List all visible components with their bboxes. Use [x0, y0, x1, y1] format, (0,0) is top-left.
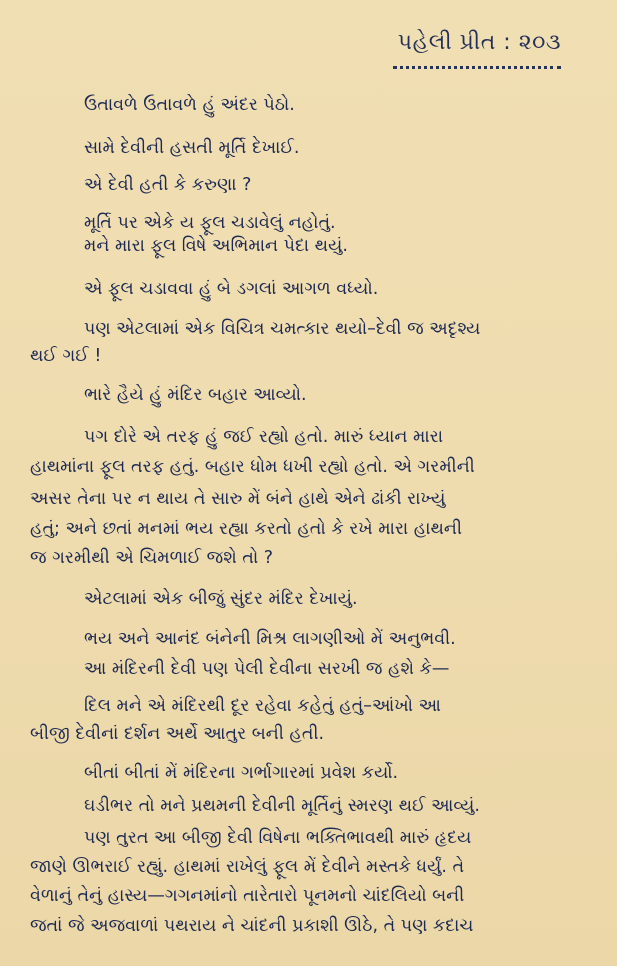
- text-line: ભય અને આનંદ બંનેની મિશ્ર લાગણીઓ મેં અનુભવી.: [84, 629, 456, 649]
- text-line: ઘડીભર તો મને પ્રથમની દેવીની મૂર્તિનું સ્મરણ થઈ આવ્યું.: [84, 796, 480, 816]
- text-line: થઈ ગઈ !: [30, 346, 102, 366]
- text-line: મૂર્તિ પર એકે ય ફૂલ ચડાવેલું નહોતું.: [84, 213, 336, 233]
- text-line: દિલ મને એ મંદિરથી દૂર રહેવા કહેતું હતું–આંખો આ: [84, 696, 441, 716]
- text-line: હતું; અને છતાં મનમાં ભય રહ્યા કરતો હતો કે રખે મારા હાથની: [30, 519, 462, 539]
- text-line: બીજી દેવીનાં દર્શન અર્થે આતુર બની હતી.: [30, 724, 325, 744]
- text-line: સામે દેવીની હસતી મૂર્તિ દેખાઈ.: [84, 138, 300, 158]
- text-line: અસર તેના પર ન થાય તે સારુ મેં બંને હાથે એને ઢાંકી રાખ્યું: [30, 489, 446, 509]
- text-line: વેળાનું તેનું હાસ્ય—ગગનમાંનો તારેતારો પૂનમનો ચાંદલિયો બની: [30, 886, 465, 906]
- running-header: પહેલી પ્રીત : ૨૦૩: [397, 30, 561, 55]
- text-line: એટલામાં એક બીજું સુંદર મંદિર દેખાયું.: [84, 589, 358, 609]
- text-line: જાણે ઊભરાઈ રહ્યું. હાથમાં રાખેલું ફૂલ મેં દેવીને મસ્તકે ધર્યું. તે: [30, 857, 465, 877]
- text-line: મને મારા ફૂલ વિષે અભિમાન પેદા થયું.: [84, 236, 348, 256]
- text-line: પણ તુરત આ બીજી દેવી વિષેના ભક્તિભાવથી મારું હૃદય: [84, 828, 472, 848]
- text-line: આ મંદિરની દેવી પણ પેલી દેવીના સરખી જ હશે કે—: [84, 659, 450, 679]
- text-line: પગ દોરે એ તરફ હું જઈ રહ્યો હતો. મારું ધ્યાન મારા: [84, 427, 443, 447]
- text-line: એ ફૂલ ચડાવવા હું બે ડગલાં આગળ વધ્યો.: [84, 279, 379, 299]
- text-line: ઉતાવળે ઉતાવળે હું અંદર પેઠો.: [84, 95, 295, 115]
- text-line: પણ એટલામાં એક વિચિત્ર ચમત્કાર થયો–દેવી જ અદૃશ્ય: [84, 319, 481, 339]
- text-line: એ દેવી હતી કે કરુણા ?: [84, 175, 252, 195]
- text-line: હાથમાંના ફૂલ તરફ હતું. બહાર ધોમ ધખી રહ્યો હતો. એ ગરમીની: [30, 457, 475, 477]
- text-line: બીતાં બીતાં મેં મંદિરના ગર્ભાગારમાં પ્રવેશ કર્યો.: [84, 763, 399, 783]
- text-line: ભારે હૈયે હું મંદિર બહાર આવ્યો.: [84, 385, 307, 405]
- text-line: જ ગરમીથી એ ચિમળાઈ જશે તો ?: [30, 548, 274, 568]
- text-line: જતાં જે અજવાળાં પથરાય ને ચાંદની પ્રકાશી ઊઠે, તે પણ કદાચ: [30, 916, 474, 936]
- header-dotted-rule: [393, 66, 561, 69]
